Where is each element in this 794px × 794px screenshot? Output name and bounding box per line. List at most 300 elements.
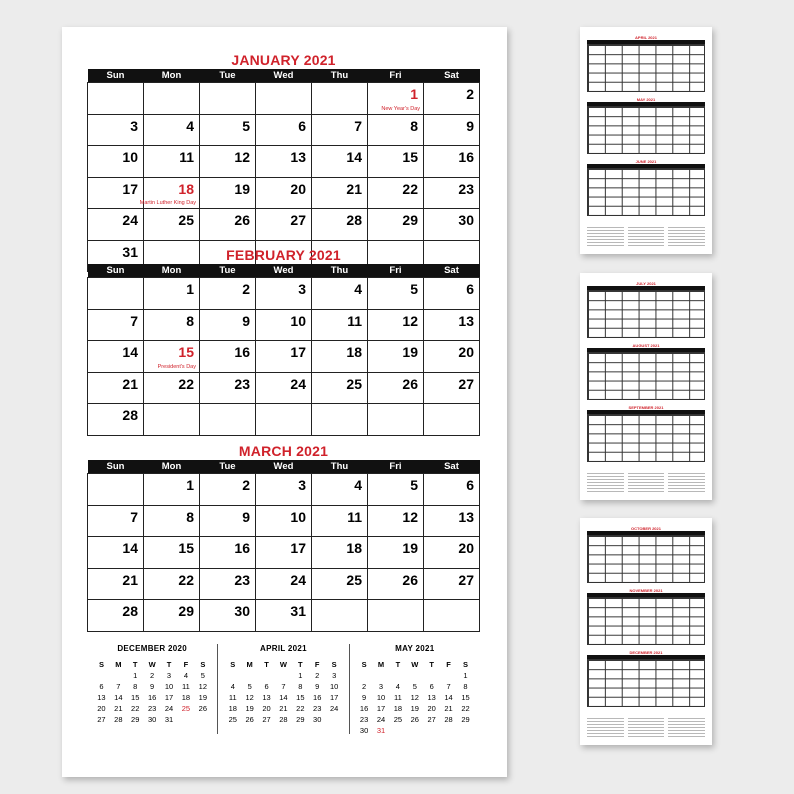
day-number: 1 (186, 477, 194, 493)
weekday-header: Sat (424, 69, 480, 83)
mini-day: 18 (181, 693, 191, 702)
day-number: 7 (130, 508, 138, 525)
day-number: 25 (346, 375, 362, 392)
weekday-header: Thu (312, 264, 368, 278)
day-cell (88, 177, 144, 209)
day-cell (200, 177, 256, 209)
day-cell (312, 505, 368, 537)
mini-day: 8 (133, 682, 138, 691)
weekday-header: Wed (256, 460, 312, 474)
mini-weekday-header: F (446, 660, 451, 669)
mini-day (406, 670, 423, 681)
day-number: 10 (290, 508, 306, 525)
thumbnail-page-q3 (580, 273, 712, 500)
day-cell (424, 83, 480, 115)
day-number: 21 (346, 180, 362, 197)
mini-day: 2 (362, 682, 367, 691)
day-cell (256, 146, 312, 178)
mini-weekday-header: T (298, 660, 303, 669)
mini-weekday-header: W (148, 660, 156, 669)
day-number: 11 (179, 149, 194, 165)
mini-day: 11 (228, 693, 237, 702)
day-cell (144, 474, 200, 506)
thumb-month-title: AUGUST 2021 (632, 343, 660, 348)
day-number: 2 (242, 281, 250, 297)
mini-day: 5 (200, 671, 205, 680)
day-number: 26 (234, 212, 250, 228)
day-cell (200, 114, 256, 146)
mini-weekday-header: S (331, 660, 337, 669)
mini-day: 23 (147, 704, 157, 713)
mini-day: 22 (296, 704, 305, 713)
mini-calendar-december-2020 (87, 644, 217, 734)
mini-grid (93, 659, 211, 725)
mini-day: 8 (463, 682, 468, 691)
mini-weekday-header: M (377, 660, 385, 669)
day-cell (368, 341, 424, 373)
day-number: 17 (290, 540, 306, 556)
weekday-header: Sat (424, 460, 480, 474)
day-cell (256, 309, 312, 341)
weekday-header: Tue (200, 460, 256, 474)
weekday-header: Thu (312, 69, 368, 83)
mini-day (423, 725, 440, 736)
day-cell (256, 474, 312, 506)
weekday-header: Mon (144, 460, 200, 474)
mini-day: 25 (228, 715, 237, 724)
day-cell (424, 568, 480, 600)
mini-day: 27 (97, 715, 106, 724)
day-number: 9 (242, 508, 250, 525)
day-cell (200, 372, 256, 404)
day-cell (88, 568, 144, 600)
day-number: 6 (466, 477, 474, 493)
day-number: 5 (242, 117, 250, 134)
mini-day: 12 (410, 693, 419, 702)
mini-day: 10 (164, 682, 174, 691)
day-cell (200, 209, 256, 241)
mini-day (373, 670, 390, 681)
day-number: 5 (410, 477, 418, 493)
thumb-month (587, 405, 705, 461)
day-number: 14 (122, 344, 138, 360)
day-number: 28 (122, 407, 138, 423)
mini-day: 26 (198, 704, 207, 713)
day-cell (200, 505, 256, 537)
mini-day: 25 (393, 715, 403, 724)
day-number: 20 (290, 180, 306, 197)
day-number: 8 (410, 117, 418, 134)
mini-weekday-header: S (200, 660, 206, 669)
day-cell (312, 568, 368, 600)
day-cell (368, 474, 424, 506)
day-number: 30 (458, 212, 474, 228)
thumb-month-title: NOVEMBER 2021 (629, 588, 663, 593)
day-number: 3 (298, 281, 306, 297)
day-cell (256, 278, 312, 310)
mini-day: 15 (131, 693, 140, 702)
mini-day: 7 (116, 682, 121, 691)
thumb-mini-calendars (587, 227, 705, 247)
mini-day: 8 (298, 682, 303, 691)
day-number: 12 (402, 312, 418, 329)
mini-weekday-header: M (246, 660, 253, 669)
day-number: 17 (122, 180, 138, 197)
mini-day: 7 (446, 682, 451, 691)
day-number: 17 (290, 344, 306, 360)
mini-day: 30 (359, 726, 369, 735)
mini-day: 20 (262, 704, 271, 713)
mini-day (326, 714, 343, 725)
day-cell (88, 372, 144, 404)
day-number: 31 (290, 603, 306, 619)
day-number: 29 (402, 212, 418, 228)
day-cell (424, 309, 480, 341)
day-cell (368, 114, 424, 146)
day-cell (368, 600, 424, 632)
day-cell (424, 372, 480, 404)
day-cell (256, 600, 312, 632)
mini-day: 4 (183, 671, 188, 680)
mini-weekday-header: F (183, 660, 189, 669)
day-number: 7 (130, 312, 138, 329)
day-cell (200, 568, 256, 600)
day-cell (368, 209, 424, 241)
weekday-header: Thu (312, 460, 368, 474)
thumb-month-title: APRIL 2021 (635, 35, 657, 40)
day-cell (424, 537, 480, 569)
day-cell (424, 209, 480, 241)
day-number: 12 (234, 149, 250, 165)
mini-day: 21 (444, 704, 453, 713)
day-cell (88, 209, 144, 241)
mini-day: 16 (313, 693, 322, 702)
weekday-header: Mon (144, 69, 200, 83)
day-cell (424, 278, 480, 310)
day-number: 12 (402, 508, 418, 525)
mini-day: 22 (131, 704, 140, 713)
holiday-label: President's Day (157, 363, 196, 370)
mini-day: 18 (228, 704, 237, 713)
day-number: 26 (402, 571, 418, 588)
day-cell (200, 146, 256, 178)
mini-day (457, 725, 474, 736)
mini-weekday-header: S (462, 660, 468, 669)
day-cell (144, 278, 200, 310)
day-number: 27 (458, 571, 474, 588)
thumb-month (587, 650, 705, 706)
day-cell (144, 114, 200, 146)
day-number: 31 (122, 243, 138, 260)
mini-day: 4 (230, 682, 235, 691)
mini-day: 22 (461, 704, 470, 713)
day-cell (368, 309, 424, 341)
day-number: 13 (458, 312, 474, 329)
weekday-header: Wed (256, 264, 312, 278)
day-number: 21 (122, 375, 138, 392)
day-cell (312, 209, 368, 241)
day-cell (368, 537, 424, 569)
mini-day: 30 (147, 715, 157, 724)
month-january (87, 52, 480, 272)
mini-day: 9 (150, 682, 155, 691)
thumb-month-title: JULY 2021 (636, 281, 656, 286)
mini-weekday-header: S (361, 660, 367, 669)
day-number: 23 (458, 180, 474, 197)
day-cell (256, 177, 312, 209)
day-cell (256, 537, 312, 569)
mini-weekday-header: T (166, 660, 172, 669)
thumb-month (587, 526, 705, 582)
mini-day: 16 (359, 704, 369, 713)
day-number: 16 (234, 540, 250, 556)
day-cell (368, 278, 424, 310)
mini-weekday-header: F (314, 660, 320, 669)
day-number: 8 (186, 312, 194, 329)
mini-day: 14 (279, 693, 288, 702)
day-number: 1 (410, 86, 418, 102)
day-number: 21 (122, 571, 138, 588)
mini-day: 24 (329, 704, 339, 713)
weekday-header: Fri (368, 264, 424, 278)
weekday-header: Tue (200, 264, 256, 278)
mini-day (389, 725, 406, 736)
mini-day (110, 670, 127, 681)
day-cell (88, 600, 144, 632)
day-cell (312, 341, 368, 373)
day-cell (368, 404, 424, 436)
mini-day: 16 (147, 693, 157, 702)
day-cell (424, 404, 480, 436)
day-number: 4 (354, 281, 362, 297)
mini-day: 9 (362, 693, 367, 702)
day-number: 18 (346, 540, 362, 556)
day-cell (368, 505, 424, 537)
day-number: 24 (290, 571, 306, 588)
thumb-mini-calendars (587, 718, 705, 738)
weekday-header: Fri (368, 69, 424, 83)
day-cell (312, 404, 368, 436)
mini-day: 1 (463, 671, 468, 680)
day-cell (368, 372, 424, 404)
day-cell (312, 114, 368, 146)
mini-weekday-header: S (98, 660, 104, 669)
mini-day (389, 670, 406, 681)
day-cell (256, 505, 312, 537)
mini-day: 3 (166, 671, 172, 680)
day-cell (368, 83, 424, 115)
day-cell (312, 474, 368, 506)
mini-day: 17 (329, 693, 339, 702)
day-number: 24 (122, 212, 138, 228)
day-number: 19 (234, 180, 250, 197)
mini-weekday-header: M (115, 660, 122, 669)
day-cell (88, 505, 144, 537)
day-cell (144, 146, 200, 178)
calendar-page (62, 27, 507, 777)
day-number: 14 (122, 540, 138, 556)
day-cell (312, 600, 368, 632)
mini-day: 15 (296, 693, 305, 702)
day-cell (424, 341, 480, 373)
day-cell (88, 474, 144, 506)
thumb-month (587, 588, 705, 644)
mini-day: 19 (245, 704, 254, 713)
day-number: 18 (178, 180, 194, 197)
day-cell (88, 146, 144, 178)
day-number: 27 (290, 212, 306, 228)
day-cell (256, 341, 312, 373)
weekday-header: Sat (424, 264, 480, 278)
weekday-header: Wed (256, 69, 312, 83)
mini-day: 11 (393, 693, 402, 702)
mini-day: 5 (247, 682, 252, 691)
thumb-month-title: OCTOBER 2021 (631, 526, 661, 531)
mini-day: 9 (315, 682, 320, 691)
weekday-header: Sun (88, 460, 144, 474)
mini-day: 18 (393, 704, 403, 713)
mini-day: 6 (99, 682, 104, 691)
day-cell (312, 146, 368, 178)
month-february (87, 247, 480, 436)
day-number: 13 (290, 149, 306, 165)
mini-day (440, 670, 457, 681)
mini-day: 17 (164, 693, 174, 702)
mini-day: 20 (427, 704, 436, 713)
day-number: 4 (354, 477, 362, 493)
thumb-mini-calendars (587, 473, 705, 493)
mini-calendar-may-2021 (349, 644, 480, 734)
mini-day: 14 (444, 693, 453, 702)
mini-day: 12 (245, 693, 254, 702)
day-number: 20 (458, 540, 474, 556)
holiday-label: New Year's Day (381, 105, 420, 112)
mini-day (356, 670, 373, 681)
day-number: 10 (122, 149, 138, 165)
month-grid (87, 264, 480, 436)
mini-day: 3 (332, 671, 337, 680)
day-number: 11 (347, 312, 362, 329)
month-title: FEBRUARY 2021 (226, 247, 341, 263)
day-number: 10 (290, 312, 306, 329)
mini-title: DECEMBER 2020 (117, 644, 188, 653)
mini-day: 14 (114, 693, 123, 702)
day-cell (312, 537, 368, 569)
mini-weekday-header: T (395, 660, 401, 669)
day-cell (312, 83, 368, 115)
weekday-header: Sun (88, 264, 144, 278)
mini-title: APRIL 2021 (260, 644, 307, 653)
day-number: 7 (354, 117, 362, 134)
thumbnail-page-q2 (580, 27, 712, 254)
day-cell (144, 372, 200, 404)
day-cell (312, 372, 368, 404)
day-number: 23 (234, 375, 250, 392)
day-cell (200, 341, 256, 373)
day-cell (144, 404, 200, 436)
day-cell (200, 83, 256, 115)
mini-day: 12 (198, 682, 207, 691)
day-cell (200, 537, 256, 569)
mini-day: 10 (329, 682, 339, 691)
mini-grid (356, 659, 474, 736)
day-number: 13 (458, 508, 474, 525)
weekday-header: Mon (144, 264, 200, 278)
mini-day: 19 (410, 704, 419, 713)
day-number: 25 (178, 212, 194, 228)
month-grid (87, 69, 480, 272)
day-cell (312, 278, 368, 310)
day-cell (144, 568, 200, 600)
day-cell (424, 600, 480, 632)
day-cell (144, 341, 200, 373)
day-number: 4 (186, 117, 194, 134)
day-number: 22 (178, 375, 194, 392)
day-cell (144, 505, 200, 537)
thumb-month-title: JUNE 2021 (635, 159, 657, 164)
thumb-month (587, 159, 705, 215)
day-number: 14 (346, 149, 362, 165)
mini-day: 28 (444, 715, 453, 724)
day-number: 15 (402, 149, 418, 165)
day-cell (256, 209, 312, 241)
thumb-month (587, 281, 705, 337)
day-cell (256, 568, 312, 600)
mini-day: 20 (97, 704, 106, 713)
mini-day: 13 (427, 693, 436, 702)
mini-day: 27 (427, 715, 436, 724)
day-cell (144, 209, 200, 241)
day-number: 15 (178, 540, 194, 556)
mini-day: 10 (376, 693, 386, 702)
mini-day: 4 (395, 682, 400, 691)
month-title: JANUARY 2021 (231, 52, 336, 68)
day-cell (424, 146, 480, 178)
day-cell (88, 309, 144, 341)
mini-day: 29 (461, 715, 470, 724)
day-number: 22 (178, 571, 194, 588)
mini-day: 23 (313, 704, 322, 713)
mini-day: 26 (245, 715, 254, 724)
day-number: 22 (402, 180, 418, 197)
day-cell (200, 404, 256, 436)
day-number: 25 (346, 571, 362, 588)
day-number: 16 (458, 149, 474, 165)
mini-weekday-header: T (264, 660, 269, 669)
day-cell (368, 146, 424, 178)
day-cell (88, 341, 144, 373)
mini-day: 21 (279, 704, 288, 713)
thumb-month-title: DECEMBER 2021 (629, 650, 663, 655)
day-number: 26 (402, 375, 418, 392)
month-march (87, 443, 480, 632)
mini-day (93, 670, 110, 681)
day-cell (144, 309, 200, 341)
day-cell (139, 177, 200, 209)
mini-day: 31 (164, 715, 174, 724)
mini-day: 19 (198, 693, 207, 702)
day-cell (200, 309, 256, 341)
mini-day (423, 670, 440, 681)
day-cell (368, 177, 424, 209)
mini-weekday-header: T (429, 660, 434, 669)
day-cell (312, 309, 368, 341)
mini-weekday-header: W (279, 660, 287, 669)
day-cell (424, 177, 480, 209)
day-cell (88, 83, 144, 115)
mini-day (440, 725, 457, 736)
mini-day: 26 (410, 715, 419, 724)
